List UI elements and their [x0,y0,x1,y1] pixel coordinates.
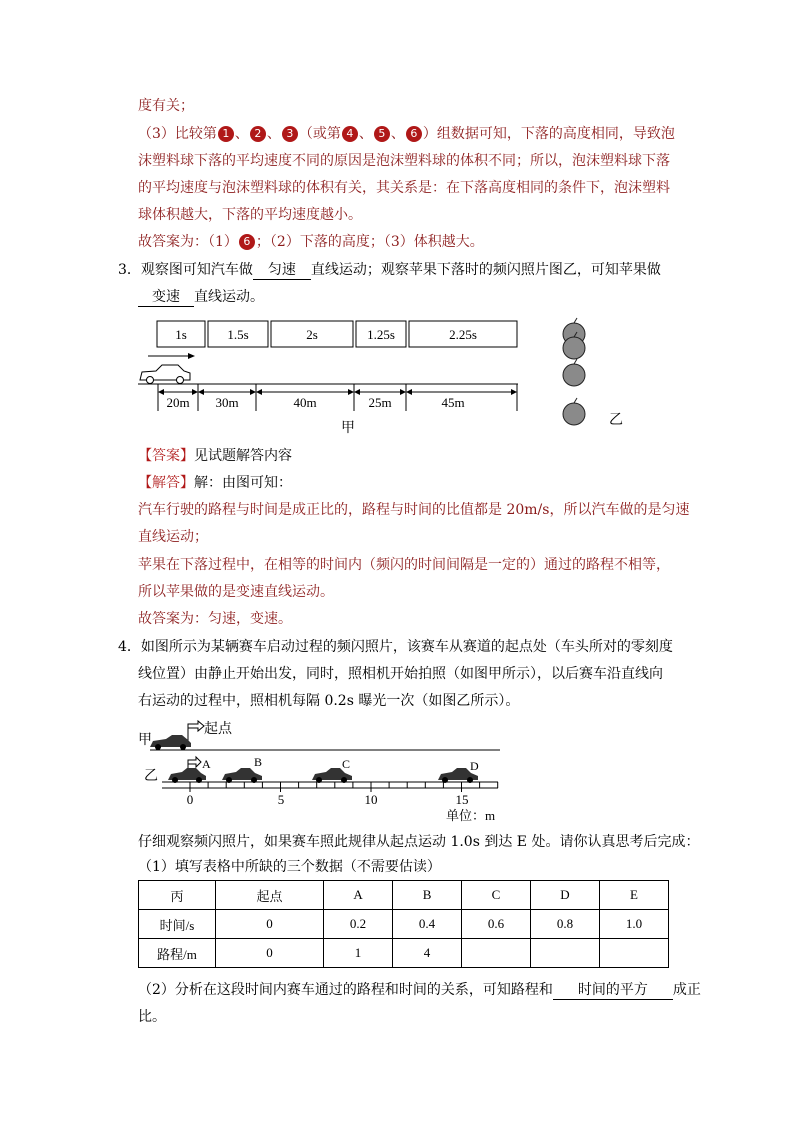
table-cell: 1 [324,939,393,968]
table-cell [462,939,531,968]
table-cell: 0.4 [393,910,462,939]
text-seg: 解：由图可知： [194,475,292,491]
text-line: 汽车行驶的路程与时间是成正比的，路程与时间的比值都是 20m/s，所以汽车做的是匀速 [138,502,690,518]
text-seg: 、 [266,126,281,142]
table-cell: 路程/m [139,939,216,968]
question-line: 线位置）由静止开始出发，同时，照相机开始拍照（如图甲所示），以后赛车沿直线向 [138,666,663,682]
question-line [138,980,701,1000]
table-cell: 1.0 [599,910,668,939]
table-cell [599,939,668,968]
question-line: 比。 [138,1009,166,1025]
circled-number: 6 [406,126,422,142]
tick-label: 0 [186,792,194,807]
time-label: 1.25s [367,327,395,342]
point-label: A [202,757,211,771]
text-seg: 故答案为：（1） [138,234,238,250]
car-motion-figure [130,316,650,440]
text-seg: 成正 [672,982,701,998]
arrow-head-icon [188,353,195,359]
text-line: 沫塑料球下落的平均速度不同的原因是泡沫塑料球的体积不同；所以，泡沫塑料球下落 [138,153,670,169]
text-line: 度有关； [138,98,194,114]
text-seg: 见试题解答内容 [194,448,292,464]
distance-label: 20m [166,395,190,410]
table-cell: 丙 [139,881,216,910]
explain-line [138,473,292,493]
race-car-figure [136,716,506,828]
text-seg: 如图所示为某辆赛车启动过程的频闪照片，该赛车从赛道的起点处（车头所对的零刻度 [140,639,673,655]
text-seg: （或第 [298,126,341,142]
table-cell [531,939,600,968]
race-car-icon [222,768,262,783]
race-car-icon [168,768,206,783]
text-seg: 、 [358,126,373,142]
tick-label: 10 [364,792,378,807]
time-label: 1.5s [227,327,249,342]
circled-number: 3 [282,126,298,142]
table-cell: 0 [216,910,324,939]
tick-label: 15 [455,792,469,807]
table-cell: 0.8 [531,910,600,939]
data-table [138,880,669,968]
time-label: 2.25s [449,327,477,342]
unit-label: 单位：m [446,808,496,823]
time-label: 2s [306,327,318,342]
distance-label: 40m [293,395,317,410]
answer-line [138,446,292,466]
text-line [138,124,675,144]
question-line: 仔细观察频闪照片，如果赛车照此规律从起点运动 1.0s 到达 E 处。请你认真思考后完成： [138,834,700,850]
point-label: D [470,759,479,773]
circled-number: 4 [342,126,358,142]
question-line: 右运动的过程中，照相机每隔 0.2s 曝光一次（如图乙所示）。 [138,693,520,709]
text-line: 的平均速度与泡沫塑料球的体积有关，其关系是：在下落高度相同的条件下，泡沫塑料 [138,180,670,196]
start-flag-icon [188,721,204,746]
race-car-icon [150,735,191,750]
answer-blank: 匀速 [253,262,311,280]
table-cell: B [393,881,462,910]
text-line: 苹果在下落过程中，在相等的时间内（频闪的时间间隔是一定的）通过的路程不相等， [138,557,670,573]
text-line: 故答案为：匀速，变速。 [138,611,292,627]
figure-label-jia: 甲 [138,733,152,748]
table-cell: A [324,881,393,910]
text-seg: （2）分析在这段时间内赛车通过的路程和时间的关系，可知路程和 [138,982,553,998]
table-cell: C [462,881,531,910]
answer-line [138,232,484,252]
table-cell: D [531,881,600,910]
table-cell: 0 [216,939,324,968]
table-cell: 起点 [216,881,324,910]
distance-label: 30m [215,395,239,410]
text-line: 球体积越大，下落的平均速度越小。 [138,207,362,223]
question-line: （1）填写表格中所缺的三个数据（不需要估读） [138,859,441,875]
answer-tag: 【答案】 [138,448,194,464]
time-label: 1s [175,327,187,342]
table-cell: 时间/s [139,910,216,939]
circled-number: 2 [250,126,266,142]
answer-blank: 变速 [138,289,194,307]
text-seg: 、 [234,126,249,142]
text-seg: 、 [390,126,405,142]
text-seg: 直线运动。 [194,289,264,305]
distance-label: 45m [441,395,465,410]
table-cell: 0.2 [324,910,393,939]
question-number: 4． [118,639,141,655]
explain-tag: 【解答】 [138,475,194,491]
question-line [138,287,264,307]
car-icon [140,365,190,384]
point-label: B [254,755,263,769]
figure-label-jia: 甲 [341,421,355,436]
table-cell: E [599,881,668,910]
text-seg: 观察图可知汽车做 [140,262,253,278]
circled-number: 6 [239,234,255,250]
table-row [139,910,669,939]
text-seg: ；（2）下落的高度；（3）体积越大。 [255,234,484,250]
table-header-row [139,881,669,910]
table-row [139,939,669,968]
table-cell: 0.6 [462,910,531,939]
circled-number: 5 [374,126,390,142]
point-label: C [342,757,351,771]
table-cell: 4 [393,939,462,968]
apple-icon [563,359,585,386]
tick-label: 5 [277,792,285,807]
text-line: 直线运动； [138,529,208,545]
question-line [118,637,673,657]
figure-label-yi: 乙 [609,413,623,428]
figure-label-yi: 乙 [144,769,158,784]
start-label: 起点 [204,722,232,737]
circled-number: 1 [218,126,234,142]
answer-blank: 时间的平方 [553,982,673,1000]
distance-label: 25m [368,395,392,410]
ruler-ticks [190,782,498,792]
text-line: 所以苹果做的是变速直线运动。 [138,584,334,600]
text-seg: ）组数据可知，下落的高度相同，导致泡 [422,126,675,142]
text-seg: （3）比较第 [138,126,217,142]
question-line [118,260,661,280]
question-number: 3． [118,262,141,278]
apple-icon [563,398,585,425]
text-seg: 直线运动；观察苹果下落时的频闪照片图乙，可知苹果做 [310,262,661,278]
